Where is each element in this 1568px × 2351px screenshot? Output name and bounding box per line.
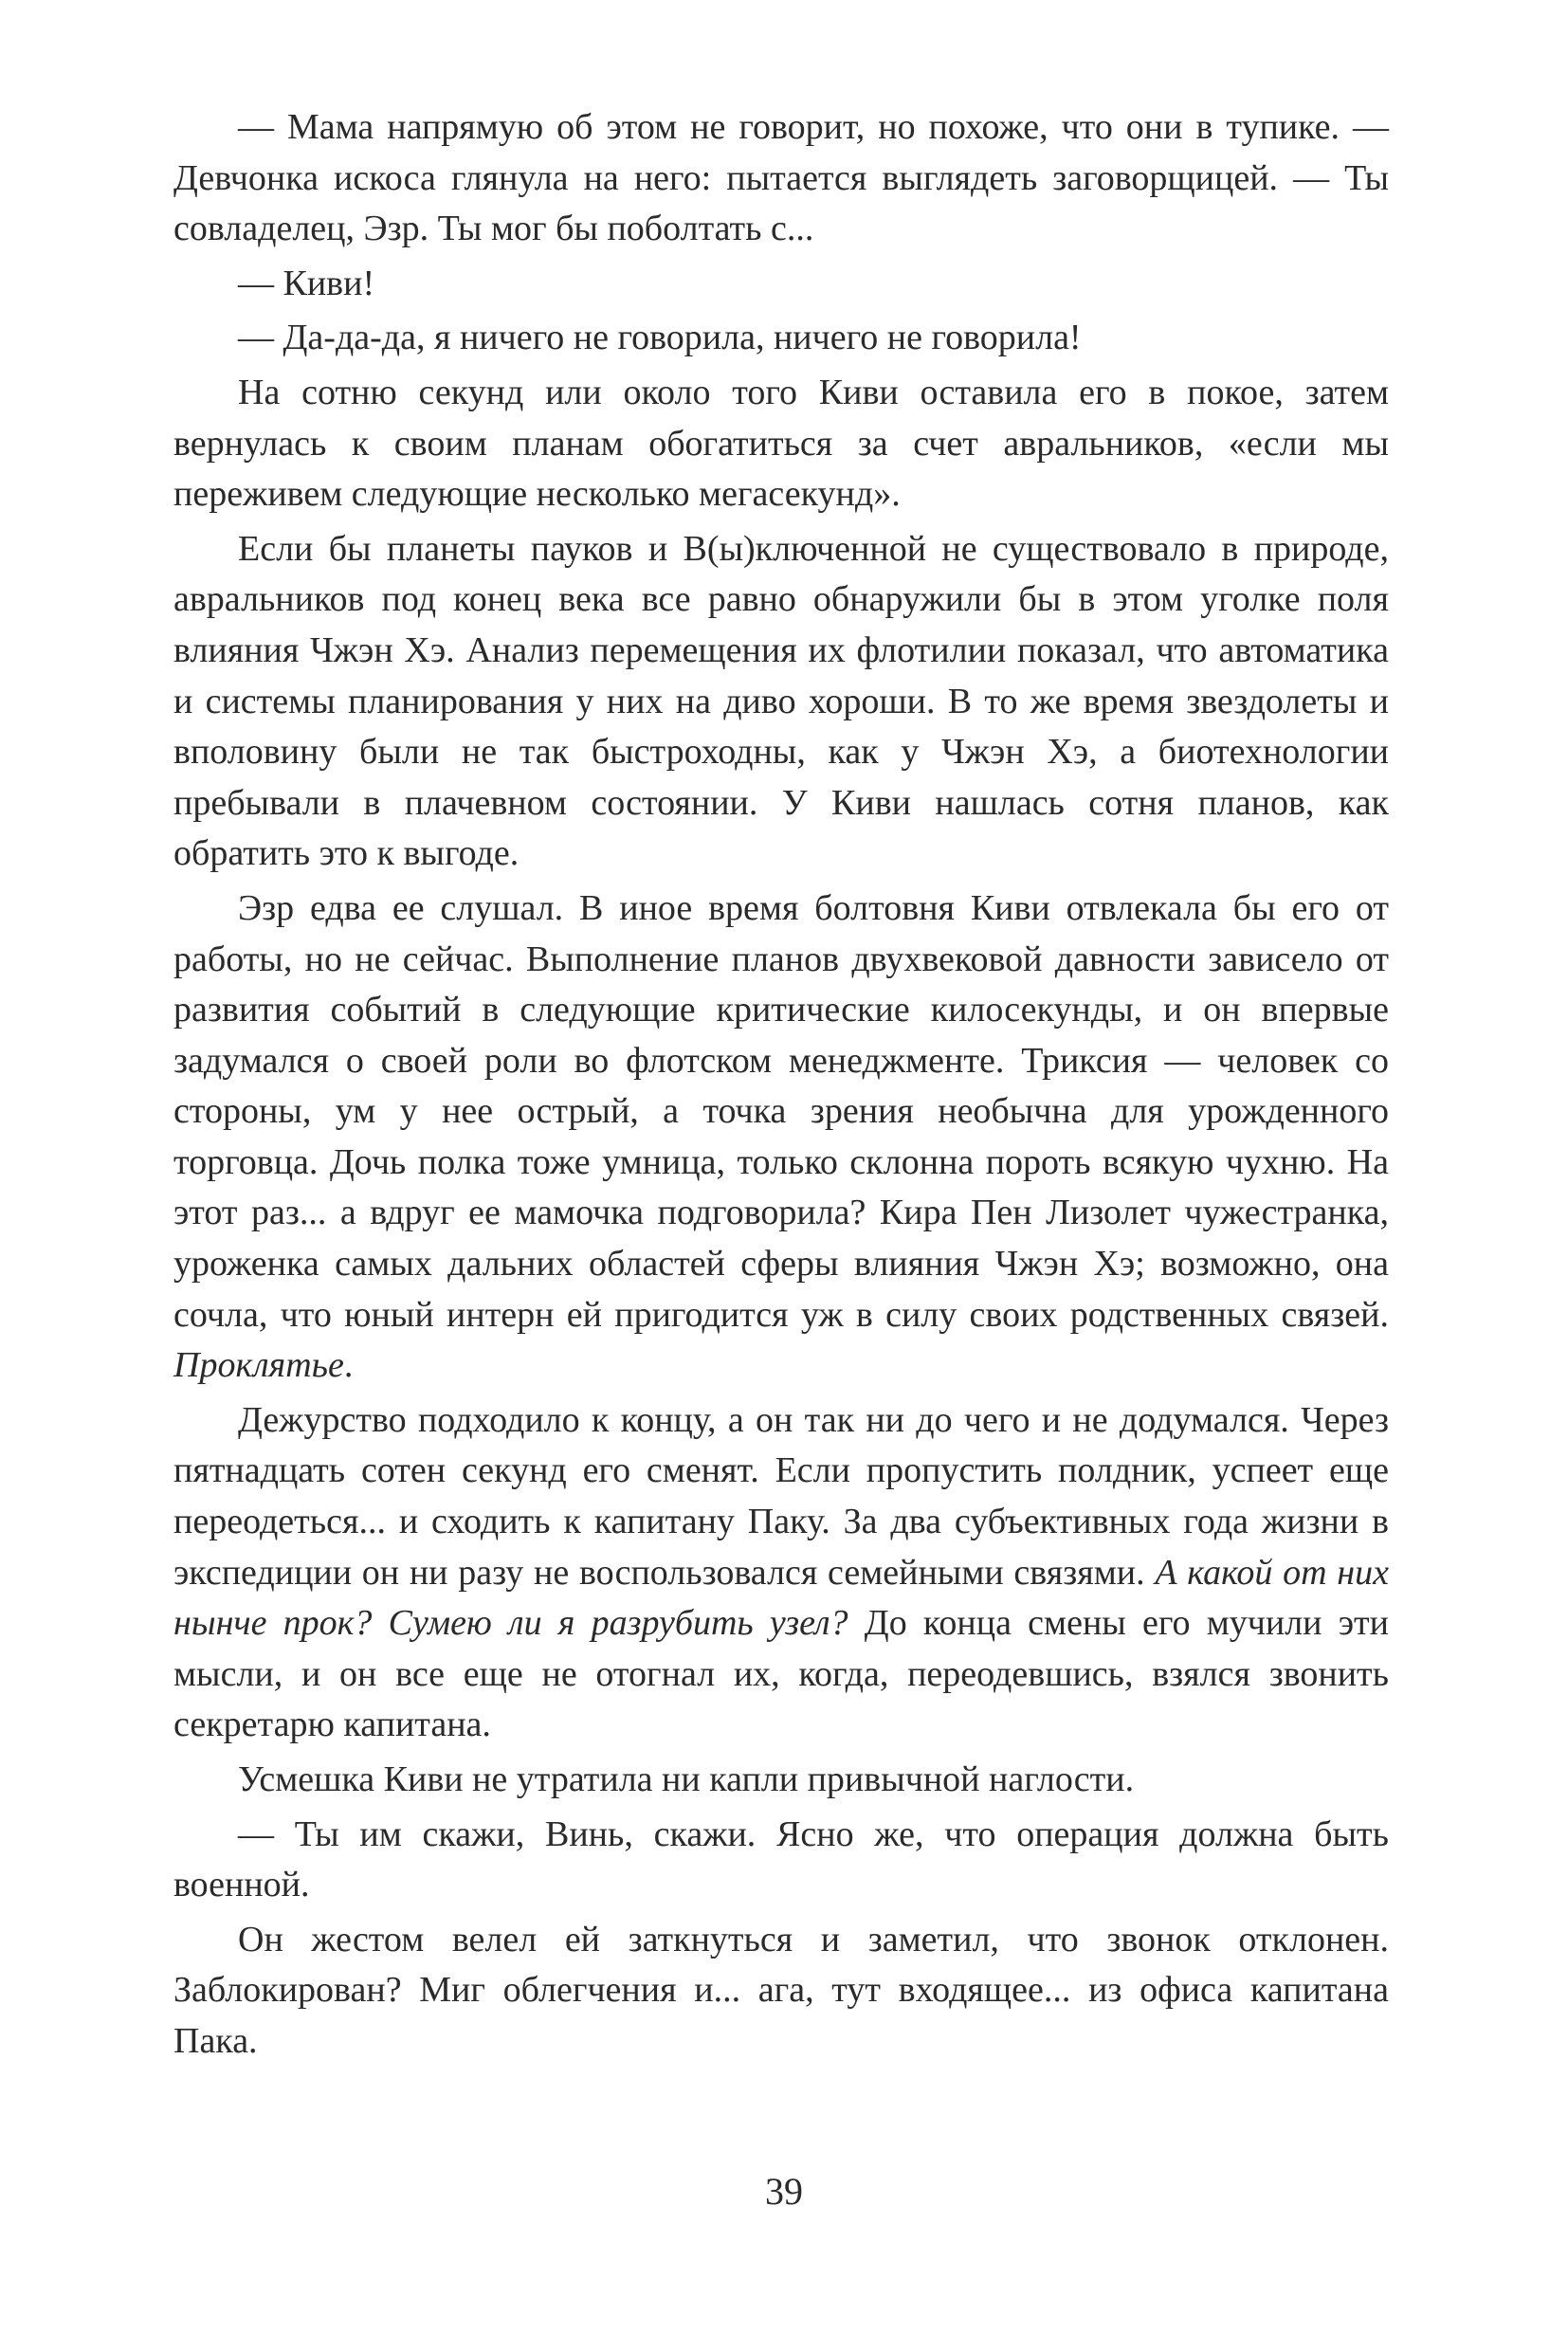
paragraph — [173, 1395, 1389, 1751]
text-run: Дежурство подходило к концу, а он так ни до чего и не додумался. Через пятнадцать сотен секунд его сменят. Если пропустить полдник, успеет еще переодеться... и сходить к капитану Паку. За два субъективных года жизни в экспедиции он ни разу не воспользовался семейными связями. — [173, 1399, 1389, 1593]
text-run: — Мама напрямую об этом не говорит, но похоже, что они в тупике. — Девчонка искоса глянула на него: пытается выглядеть заговорщицей. — Ты совладелец, Эзр. Ты мог бы поболтать с... — [173, 107, 1389, 249]
text-run: Он жестом велел ей заткнуться и заметил, что звонок отклонен. Заблокирован? Миг облегчения и... ага, тут входящее... из офиса капитана Пака. — [173, 1919, 1389, 2061]
body-text — [173, 102, 1389, 2068]
text-run: Если бы планеты пауков и В(ы)ключенной не существовало в природе, авральников под конец века все равно обнаружили бы в этом уголке поля влияния Чжэн Хэ. Анализ перемещения их флотилии показал, что автоматика и системы планирования у них на диво хороши. В то же время звездолеты и вполовину были не так быстроходны, как у Чжэн Хэ, а биотехнологии пребывали в плачевном состоянии. У Киви нашлась сотня планов, как обратить это к выгоде. — [173, 528, 1389, 874]
text-run: Эзр едва ее слушал. В иное время болтовня Киви отвлекала бы его от работы, но не сейчас. Выполнение планов двухвековой давности зависело от развития событий в следующие критические килосекунды, и он впервые задумался о своей роли во флотском менеджменте. Триксия — человек со стороны, ум у нее острый, а точка зрения необычна для урожденного торговца. Дочь полка тоже умница, только склонна пороть всякую чухню. На этот раз... а вдруг ее мамочка подговорила? Кира Пен Лизолет чужестранка, уроженка самых дальних областей сферы влияния Чжэн Хэ; возможно, она сочла, что юный интерн ей пригодится уж в силу своих родственных связей. — [173, 887, 1389, 1335]
text-run: Усмешка Киви не утратила ни капли привычной наглости. — [238, 1759, 1135, 1799]
paragraph — [173, 368, 1389, 520]
italic-text-run: А какой от них нынче прок? Сумею ли я разрубить узел? — [173, 1552, 1389, 1644]
paragraph — [173, 102, 1389, 255]
italic-text-run: Проклятье — [173, 1345, 344, 1386]
text-run: — Ты им скажи, Винь, скажи. Ясно же, что операция должна быть военной. — [173, 1813, 1389, 1905]
paragraph — [173, 313, 1389, 364]
page-number: 39 — [765, 2170, 803, 2213]
paragraph — [173, 1755, 1389, 1806]
paragraph — [173, 1810, 1389, 1911]
text-run: На сотню секунд или около того Киви оставила его в покое, затем вернулась к своим планам обогатиться за счет авральников, «если мы переживем следующие несколько мегасекунд». — [173, 372, 1389, 515]
text-run: . — [343, 1345, 354, 1386]
text-run: До конца смены его мучили эти мысли, и он все еще не отогнал их, когда, переодевшись, взялся звонить секретарю капитана. — [173, 1603, 1389, 1745]
paragraph — [173, 259, 1389, 310]
text-run: — Да-да-да, я ничего не говорила, ничего не говорила! — [238, 318, 1082, 358]
text-run: — Киви! — [238, 263, 375, 303]
paragraph — [173, 1915, 1389, 2068]
paragraph — [173, 884, 1389, 1392]
paragraph — [173, 524, 1389, 880]
